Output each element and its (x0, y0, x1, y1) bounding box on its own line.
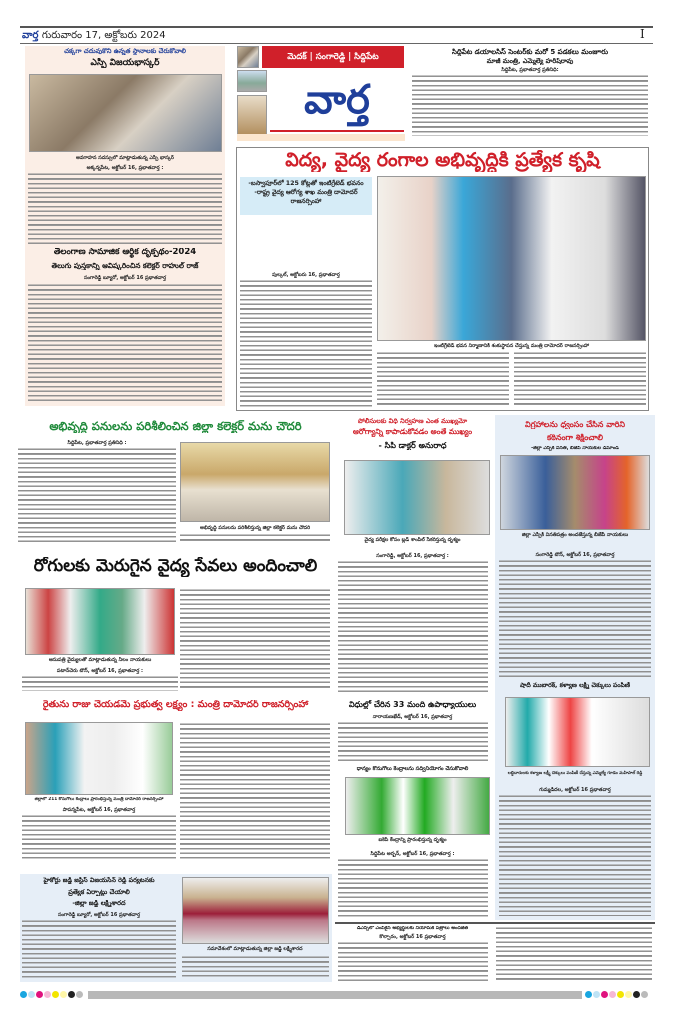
teachers-dateline: నారాయణఖేడ్, అక్టోబర్ 16, ప్రభాతవార్త (372, 714, 453, 720)
lead-photo (377, 176, 646, 341)
police-photo (344, 460, 490, 535)
district-banner (262, 46, 404, 68)
registration-dot (28, 991, 35, 998)
judge-caption: సమావేశంలో మాట్లాడుతున్న జిల్లా జడ్జి లక్ష్మీశారద (207, 946, 303, 952)
registration-dot (609, 991, 616, 998)
left-mid-headline-1: తెలంగాణ సామాజిక ఆర్థిక దృక్పథం-2024 (53, 248, 197, 257)
judge-body (22, 919, 176, 979)
lead-dateline: పుల్కల్, అక్టోబరు 16, ప్రభాతవార్త (272, 272, 340, 278)
lead-body-1 (240, 279, 372, 407)
registration-dot (617, 991, 624, 998)
idols-headline-2: కఠినంగా శిక్షించాలి (546, 433, 604, 442)
left-mid-dateline: సంగారెడ్డి బ్యూరో, అక్టోబర్ 16 ప్రభాతవార్త (83, 275, 167, 281)
collector-headline: అభివృద్ధి పనులను పరిశీలించిన జిల్లా కలెక్టర్ మను చౌదరి (49, 420, 302, 433)
idols-body (499, 559, 651, 677)
lead-bullet-2: -రాష్ట్ర వైద్య ఆరోగ్య శాఖ మంత్రి దామోదర్ రాజనర్సింహా (254, 188, 358, 205)
teachers-body (338, 721, 488, 763)
police-body (338, 560, 488, 695)
police-dateline: సంగారెడ్డి, అక్టోబర్ 16, ప్రభాతవార్త : (376, 553, 449, 559)
shaadi-photo (505, 697, 650, 767)
dialysis-subhead: మాజీ మంత్రి, ఎమ్మెల్యే హరీష్‌రావు (486, 58, 574, 65)
paper-name: వార్త (22, 30, 39, 41)
judge-headline-3: -జిల్లా జడ్జి లక్ష్మీశారద (72, 900, 126, 907)
dsc-headline: డీఎస్సీలో ఎంపికైన అభ్యర్థులకు నియామక పత్రాలు అందజేత (356, 926, 469, 931)
judge-headline-2: ప్రత్యేక ఏర్పాట్లు చేయాలి (68, 889, 130, 896)
collector-photo (180, 442, 330, 522)
teachers-headline: విధుల్లో చేరిన 33 మంది ఉపాధ్యాయులు (348, 700, 477, 709)
left-top-headline: ఎస్పీ విజయభాస్కర్ (90, 58, 160, 68)
collector-dateline: సిద్దిపేట, ప్రభాతవార్త ప్రతినిధి : (67, 440, 127, 446)
patients-body (22, 675, 178, 691)
grain-body (338, 858, 488, 918)
left-mid-body (28, 283, 222, 403)
judge-body-2 (182, 955, 329, 979)
collector-body (18, 447, 176, 542)
left-top-body (28, 172, 222, 246)
idols-caption: జిల్లా ఎస్పీకి వినతిపత్రం అందజేస్తున్న బీజేపీ నాయకులు (521, 532, 629, 538)
dsc-body-2 (496, 926, 652, 981)
collector-body-2 (180, 533, 330, 543)
church-photo (237, 95, 267, 135)
building-photo (237, 70, 267, 92)
registration-dot (52, 991, 59, 998)
registration-dot (20, 991, 27, 998)
lead-caption: ఇంటిగ్రేటెడ్ భవన నిర్మాణానికి శంకుస్థాపన చేస్తున్న మంత్రి దామోదర్ రాజనర్సింహా (434, 343, 589, 349)
judge-headline-1: హైకోర్టు జడ్జి జస్టిస్ విజయసేన్ రెడ్డి పర్యటనకు (43, 877, 155, 884)
left-top-caption: అవగాహన సదస్సులో మాట్లాడుతున్న ఎస్పీ భాస్కర్ (75, 155, 175, 161)
grain-caption: ఐకెపి కేంద్రాన్ని ప్రారంభిస్తున్న దృశ్యం (378, 837, 447, 843)
registration-dot (625, 991, 632, 998)
lead-bullet-1: -బస్వాపూర్‌లో 125 కోట్లతో ఇంటిగ్రేటెడ్ భవనం (248, 180, 364, 187)
grain-dateline: సిద్దిపేట అర్బన్, అక్టోబర్ 16, ప్రభాతవార్త : (370, 851, 455, 857)
farmers-body-2 (180, 722, 330, 860)
farmers-caption: జిల్లాలో 211 కొనుగోలు కేంద్రాలు ప్రారంభిస్తున్న మంత్రి దామోదర్ రాజనర్సింహా (34, 797, 164, 802)
issue-date: గురువారం 17, అక్టోబరు 2024 (41, 30, 166, 41)
registration-dot (76, 991, 83, 998)
idols-headline-1: విగ్రహాలను ధ్వంసం చేసిన వారిని (525, 420, 625, 429)
police-caption: వైద్య పరీక్షల కోసం బ్లడ్ శాంపిల్ సేకరిస్తున్న దృశ్యం (364, 537, 461, 543)
farmers-photo (25, 722, 173, 795)
left-top-dateline: అక్కన్నపేట, అక్టోబర్ 16, ప్రభాతవార్త : (86, 165, 164, 171)
lead-highlights (240, 177, 372, 215)
patients-photo (25, 588, 175, 655)
registration-dot (44, 991, 51, 998)
dialysis-dateline: సిద్దిపేట, ప్రభాతవార్త ప్రతినిధి: (501, 67, 559, 73)
patients-body-2 (180, 588, 330, 691)
judge-photo (182, 877, 329, 944)
page-header (22, 29, 166, 43)
shaadi-headline: షాదీ ముబారక్, కళ్యాణ లక్ష్మి చెక్కులు పంపిణీ (519, 682, 631, 689)
collector-caption: అభివృద్ధి పనులను పరిశీలిస్తున్న జిల్లా కలెక్టర్ మను చౌదరి (199, 525, 311, 531)
top-rule (20, 26, 653, 28)
idols-subhead: -జిల్లా ఎస్పీకి వినతి, బీజేపీ నాయకుల డిమాండ్ (531, 446, 619, 451)
patients-headline: రోగులకు మెరుగైన వైద్య సేవలు అందించాలి (33, 557, 318, 576)
judge-dateline: సంగారెడ్డి బ్యూరో, అక్టోబర్ 16 ప్రభాతవార్త (57, 912, 141, 918)
farmers-headline: రైతును రాజు చేయడమే ప్రభుత్వ లక్ష్యం : మంత్రి దామోదర్ రాజనర్సింహా (42, 700, 309, 710)
shaadi-dateline: గుమ్మడిదల, అక్టోబర్ 16 ప్రభాతవార్త (539, 787, 611, 793)
dsc-dateline: కొల్చారం, అక్టోబర్ 16 ప్రభాతవార్త (379, 934, 446, 940)
idols-dateline: సంగారెడ్డి టౌన్, అక్టోబర్ 16, ప్రభాతవార్త (535, 552, 615, 558)
farmers-dateline: పాపన్నపేట, అక్టోబర్ 16, ప్రభాతవార్త (62, 807, 136, 813)
masthead-strip (237, 134, 405, 141)
farmers-body (22, 814, 176, 859)
patients-caption: ఆసుపత్రి వైద్యులతో మాట్లాడుతున్న నీలం నాయకులు (48, 657, 152, 663)
police-headline: ఆరోగ్యాన్ని కాపాడుకోవడం అంతే ముఖ్యం (352, 428, 473, 436)
police-kicker: పోలీసులకు విధి నిర్వహణ ఎంత ముఖ్యమో (357, 418, 468, 425)
temple-photo (237, 46, 259, 68)
registration-dot (60, 991, 67, 998)
masthead-logo: వార్త (304, 77, 370, 123)
shaadi-caption: లబ్ధిదారులకు కళ్యాణ లక్ష్మీ చెక్కులు పంపిణీ చేస్తున్న ఎమ్మెల్యే గూడెం మహిపాల్ రెడ్డి (507, 770, 643, 775)
left-top-kicker: చక్కగా చదువుకొని ఉన్నత స్థానాలకు చేరుకోవాలి (64, 48, 186, 55)
lead-body-2 (377, 351, 509, 407)
dialysis-headline: సిద్దిపేట డయాలసిస్ సెంటర్‌కు మరో 5 పడకలు మంజూరు (452, 48, 608, 56)
district-names: మెదక్ | సంగారెడ్డి | సిద్దిపేట (287, 52, 379, 62)
header-rule (20, 43, 653, 44)
registration-dot (593, 991, 600, 998)
registration-dot (68, 991, 75, 998)
shaadi-body (499, 794, 651, 916)
masthead-underline (270, 130, 404, 132)
registration-dot (585, 991, 592, 998)
dialysis-body (412, 74, 648, 136)
patients-dateline: పటాన్‌చెరు టౌన్, అక్టోబర్ 16, ప్రభాతవార్త : (56, 668, 144, 674)
lead-headline: విద్య, వైద్య రంగాల అభివృద్ధికి ప్రత్యేక కృషి (285, 150, 600, 171)
school-photo (29, 74, 222, 152)
police-subhead: - సిపి డాక్టర్ అనురాధ (378, 441, 447, 450)
registration-dot (641, 991, 648, 998)
dsc-rule (335, 922, 655, 924)
grain-photo (345, 777, 490, 835)
lead-body-3 (514, 351, 646, 407)
idols-photo (500, 455, 650, 530)
registration-dot (633, 991, 640, 998)
grain-subhead: ధాన్యం కొనుగోలు కేంద్రాలను సద్వినియోగం చేసుకోవాలి (356, 766, 469, 772)
dsc-body (338, 941, 488, 981)
registration-dot (36, 991, 43, 998)
grey-bar (88, 991, 582, 999)
registration-dot (601, 991, 608, 998)
left-mid-headline-2: తెలుగు పుస్తకాన్ని ఆవిష్కరించిన కలెక్టర్ రాహుల్ రాజ్ (51, 262, 199, 270)
page-number: I (640, 27, 645, 41)
